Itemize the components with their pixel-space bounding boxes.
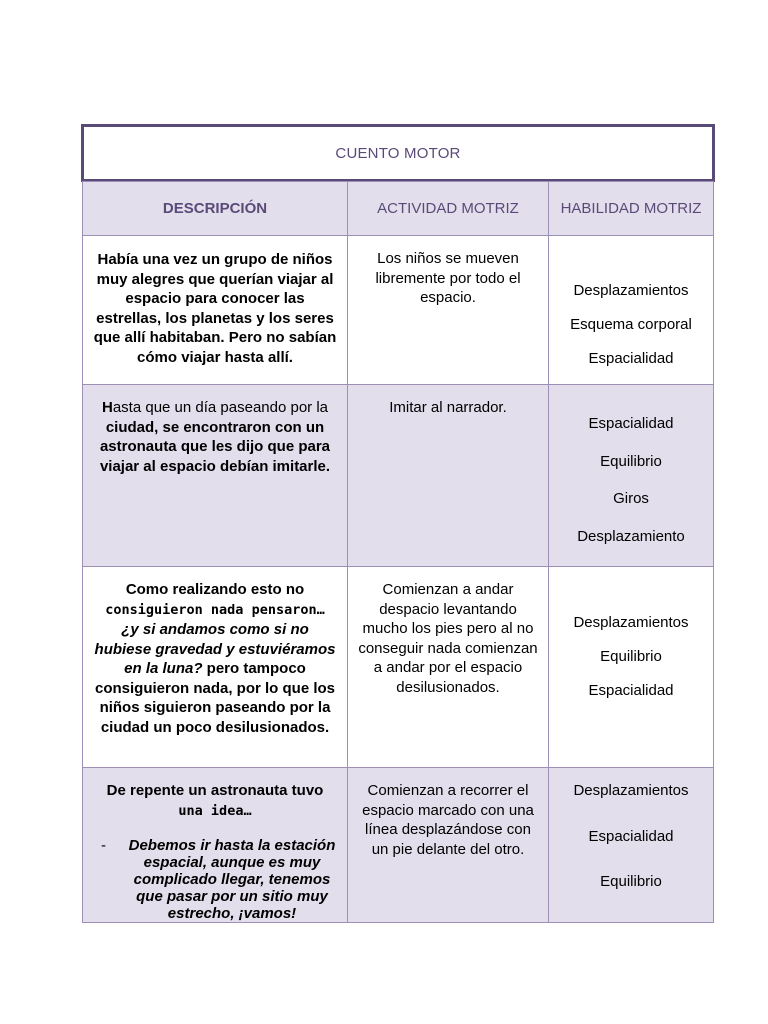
table-row — [83, 236, 714, 385]
skill-item: Desplazamientos — [573, 614, 689, 631]
table-row — [83, 385, 714, 567]
table-row — [83, 768, 714, 923]
description-text: De repente un astronauta tuvo una idea… - Debemos ir hasta la estación espacial, aunque es muy complicado llegar, tenemos que pasar por un sitio muy estrecho, ¡vamos! — [83, 768, 347, 922]
skill-cell — [549, 385, 714, 567]
header-row — [83, 182, 714, 236]
bullet-dash: - — [101, 837, 106, 854]
skill-item: Equilibrio — [600, 452, 662, 470]
skill-cell — [549, 236, 714, 385]
activity-text: Comienzan a andar despacio levantando mucho los pies pero al no conseguir nada comienzan a andar por el espacio desilusionados. — [358, 581, 538, 696]
description-text: Como realizando esto no consiguieron nada pensaron… ¿y si andamos como si no hubiese gravedad y estuviéramos en la luna? pero tampoco consiguieron nada, por lo que los niños siguieron paseando por la ciudad un poco desilusionados. — [94, 581, 336, 736]
skill-cell — [549, 768, 714, 923]
activity-text: Los niños se mueven libremente por todo el espacio. — [375, 250, 521, 306]
story-table — [82, 181, 714, 923]
skill-item: Esquema corporal — [570, 316, 692, 333]
skill-item: Desplazamientos — [573, 282, 689, 299]
skill-item: Desplazamientos — [573, 782, 689, 799]
description-cell — [83, 385, 348, 567]
description-cell — [83, 236, 348, 385]
description-cell — [83, 567, 348, 768]
bullet-text: Debemos ir hasta la estación espacial, aunque es muy complicado llegar, tenemos que pasar por un sitio muy estrecho, ¡vamos! — [128, 837, 336, 922]
skill-item: Desplazamiento — [577, 527, 685, 545]
description-text: Había una vez un grupo de niños muy alegres que querían viajar al espacio para conocer las estrellas, los planetas y los seres que allí habitaban. Pero no sabían cómo viajar hasta allí. — [93, 251, 337, 366]
bullet-item — [91, 837, 339, 922]
activity-cell — [348, 567, 549, 768]
header-activity: ACTIVIDAD MOTRIZ — [348, 182, 549, 236]
skill-item: Espacialidad — [588, 682, 674, 699]
skill-item: Espacialidad — [588, 350, 674, 367]
skill-item: Equilibrio — [600, 648, 662, 665]
skill-item: Espacialidad — [588, 415, 674, 432]
skill-item: Equilibrio — [600, 873, 662, 890]
activity-cell — [348, 236, 549, 385]
table-row — [83, 567, 714, 768]
description-cell — [83, 768, 348, 923]
activity-cell — [348, 768, 549, 923]
skill-item: Giros — [613, 490, 649, 507]
activity-text: Imitar al narrador. — [389, 399, 507, 416]
skill-cell — [549, 567, 714, 768]
header-description: DESCRIPCIÓN — [83, 182, 348, 236]
description-text: Hasta que un día paseando por la ciudad, se encontraron con un astronauta que les dijo que para viajar al espacio debían imitarle. — [99, 399, 331, 475]
skill-item: Espacialidad — [588, 827, 674, 845]
header-skill: HABILIDAD MOTRIZ — [549, 182, 714, 236]
story-title: CUENTO MOTOR — [81, 124, 715, 182]
activity-text: Comienzan a recorrer el espacio marcado con una línea desplazándose con un pie delante del otro. — [362, 782, 534, 858]
activity-cell — [348, 385, 549, 567]
